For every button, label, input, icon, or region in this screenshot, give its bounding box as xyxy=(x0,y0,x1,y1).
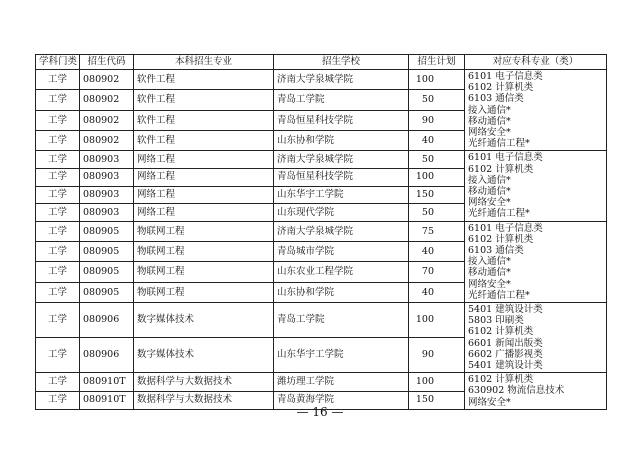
cell-code: 080905 xyxy=(80,221,134,241)
cell-code: 080903 xyxy=(80,151,134,169)
related-major-line: 5803 印刷类 xyxy=(468,315,524,327)
related-major-line: 6602 广播影视类 xyxy=(468,348,543,360)
cell-code: 080910T xyxy=(80,373,134,391)
cell-school: 青岛黄海学院 xyxy=(274,391,409,409)
cell-related-majors xyxy=(465,151,607,221)
cell-school: 青岛工学院 xyxy=(274,303,409,338)
header-related: 对应专科专业（类） xyxy=(465,55,607,70)
related-major-line: 接入通信* xyxy=(468,256,511,268)
table-header-row xyxy=(36,55,607,70)
cell-plan: 75 xyxy=(409,221,465,241)
cell-school: 山东协和学院 xyxy=(274,131,409,151)
cell-major: 软件工程 xyxy=(134,110,274,130)
table-row xyxy=(36,151,607,169)
related-major-line: 6102 计算机类 xyxy=(468,163,534,175)
cell-school: 山东农业工程学院 xyxy=(274,262,409,282)
related-major-line: 光纤通信工程* xyxy=(468,208,530,220)
table-row xyxy=(36,70,607,90)
cell-major: 软件工程 xyxy=(134,131,274,151)
related-major-line: 网络安全* xyxy=(468,396,511,408)
cell-school: 济南大学泉城学院 xyxy=(274,151,409,169)
cell-code: 080906 xyxy=(80,338,134,373)
cell-code: 080903 xyxy=(80,168,134,186)
related-major-line: 接入通信* xyxy=(468,174,511,186)
cell-plan: 90 xyxy=(409,110,465,130)
cell-school: 山东协和学院 xyxy=(274,282,409,302)
related-major-line: 移动通信* xyxy=(468,186,511,198)
header-plan: 招生计划 xyxy=(409,55,465,70)
cell-category: 工学 xyxy=(36,391,80,409)
cell-category: 工学 xyxy=(36,373,80,391)
cell-category: 工学 xyxy=(36,186,80,204)
related-major-line: 接入通信* xyxy=(468,104,511,116)
cell-plan: 150 xyxy=(409,391,465,409)
cell-category: 工学 xyxy=(36,168,80,186)
cell-school: 山东华宇工学院 xyxy=(274,338,409,373)
cell-major: 网络工程 xyxy=(134,204,274,222)
cell-plan: 50 xyxy=(409,204,465,222)
related-major-line: 光纤通信工程* xyxy=(468,289,530,301)
cell-plan: 40 xyxy=(409,241,465,261)
cell-code: 080902 xyxy=(80,70,134,90)
cell-plan: 50 xyxy=(409,90,465,110)
cell-major: 物联网工程 xyxy=(134,241,274,261)
related-major-line: 网络安全* xyxy=(468,127,511,139)
related-major-line: 6103 通信类 xyxy=(468,245,524,257)
cell-plan: 70 xyxy=(409,262,465,282)
related-major-line: 630902 物流信息技术 xyxy=(468,385,565,397)
cell-plan: 40 xyxy=(409,131,465,151)
table-row xyxy=(36,373,607,391)
cell-category: 工学 xyxy=(36,303,80,338)
cell-code: 080902 xyxy=(80,110,134,130)
cell-plan: 100 xyxy=(409,70,465,90)
related-major-line: 网络安全* xyxy=(468,278,511,290)
cell-plan: 50 xyxy=(409,151,465,169)
header-category: 学科门类 xyxy=(36,55,80,70)
related-major-line: 6101 电子信息类 xyxy=(468,71,543,82)
cell-plan: 100 xyxy=(409,303,465,338)
cell-major: 数字媒体技术 xyxy=(134,338,274,373)
cell-category: 工学 xyxy=(36,90,80,110)
cell-code: 080905 xyxy=(80,241,134,261)
related-major-line: 6102 计算机类 xyxy=(468,374,534,386)
cell-related-majors xyxy=(465,303,607,373)
cell-code: 080902 xyxy=(80,90,134,110)
related-major-line: 6102 计算机类 xyxy=(468,326,534,338)
cell-code: 080903 xyxy=(80,186,134,204)
cell-major: 数据科学与大数据技术 xyxy=(134,373,274,391)
cell-school: 潍坊理工学院 xyxy=(274,373,409,391)
cell-related-majors xyxy=(465,373,607,410)
header-major: 本科招生专业 xyxy=(134,55,274,70)
cell-plan: 150 xyxy=(409,186,465,204)
related-major-line: 5401 建筑设计类 xyxy=(468,360,543,372)
table-row xyxy=(36,303,607,338)
cell-plan: 90 xyxy=(409,338,465,373)
cell-category: 工学 xyxy=(36,70,80,90)
cell-plan: 100 xyxy=(409,168,465,186)
cell-major: 数据科学与大数据技术 xyxy=(134,391,274,409)
cell-major: 网络工程 xyxy=(134,151,274,169)
cell-school: 山东现代学院 xyxy=(274,204,409,222)
cell-code: 080910T xyxy=(80,391,134,409)
cell-plan: 40 xyxy=(409,282,465,302)
related-major-line: 移动通信* xyxy=(468,115,511,127)
related-major-line: 移动通信* xyxy=(468,267,511,279)
related-major-line: 6102 计算机类 xyxy=(468,233,534,245)
related-major-line: 5401 建筑设计类 xyxy=(468,304,543,316)
cell-school: 山东华宇工学院 xyxy=(274,186,409,204)
cell-category: 工学 xyxy=(36,262,80,282)
cell-code: 080902 xyxy=(80,131,134,151)
page-number: — 16 — xyxy=(296,405,344,419)
cell-major: 物联网工程 xyxy=(134,282,274,302)
header-school: 招生学校 xyxy=(274,55,409,70)
header-code: 招生代码 xyxy=(80,55,134,70)
cell-category: 工学 xyxy=(36,221,80,241)
cell-major: 软件工程 xyxy=(134,70,274,90)
related-major-line: 6101 电子信息类 xyxy=(468,222,543,234)
cell-school: 青岛恒星科技学院 xyxy=(274,110,409,130)
cell-plan: 100 xyxy=(409,373,465,391)
admission-table xyxy=(35,54,607,410)
cell-category: 工学 xyxy=(36,241,80,261)
related-major-line: 网络安全* xyxy=(468,197,511,209)
cell-code: 080905 xyxy=(80,282,134,302)
cell-school: 济南大学泉城学院 xyxy=(274,70,409,90)
cell-major: 物联网工程 xyxy=(134,221,274,241)
cell-school: 青岛城市学院 xyxy=(274,241,409,261)
related-major-line: 6102 计算机类 xyxy=(468,82,534,94)
cell-related-majors xyxy=(465,221,607,302)
cell-category: 工学 xyxy=(36,204,80,222)
cell-major: 数字媒体技术 xyxy=(134,303,274,338)
cell-code: 080906 xyxy=(80,303,134,338)
cell-major: 物联网工程 xyxy=(134,262,274,282)
cell-major: 网络工程 xyxy=(134,168,274,186)
cell-major: 软件工程 xyxy=(134,90,274,110)
related-major-line: 6601 新闻出版类 xyxy=(468,337,543,349)
related-major-line: 6101 电子信息类 xyxy=(468,152,543,164)
related-major-line: 光纤通信工程* xyxy=(468,138,530,150)
cell-code: 080903 xyxy=(80,204,134,222)
cell-category: 工学 xyxy=(36,110,80,130)
cell-category: 工学 xyxy=(36,131,80,151)
cell-category: 工学 xyxy=(36,151,80,169)
related-major-line: 6103 通信类 xyxy=(468,93,524,105)
cell-school: 青岛恒星科技学院 xyxy=(274,168,409,186)
table-row xyxy=(36,221,607,241)
cell-category: 工学 xyxy=(36,338,80,373)
cell-related-majors xyxy=(465,70,607,151)
cell-major: 网络工程 xyxy=(134,186,274,204)
cell-category: 工学 xyxy=(36,282,80,302)
cell-code: 080905 xyxy=(80,262,134,282)
cell-school: 青岛工学院 xyxy=(274,90,409,110)
table-body xyxy=(36,70,607,410)
cell-school: 济南大学泉城学院 xyxy=(274,221,409,241)
